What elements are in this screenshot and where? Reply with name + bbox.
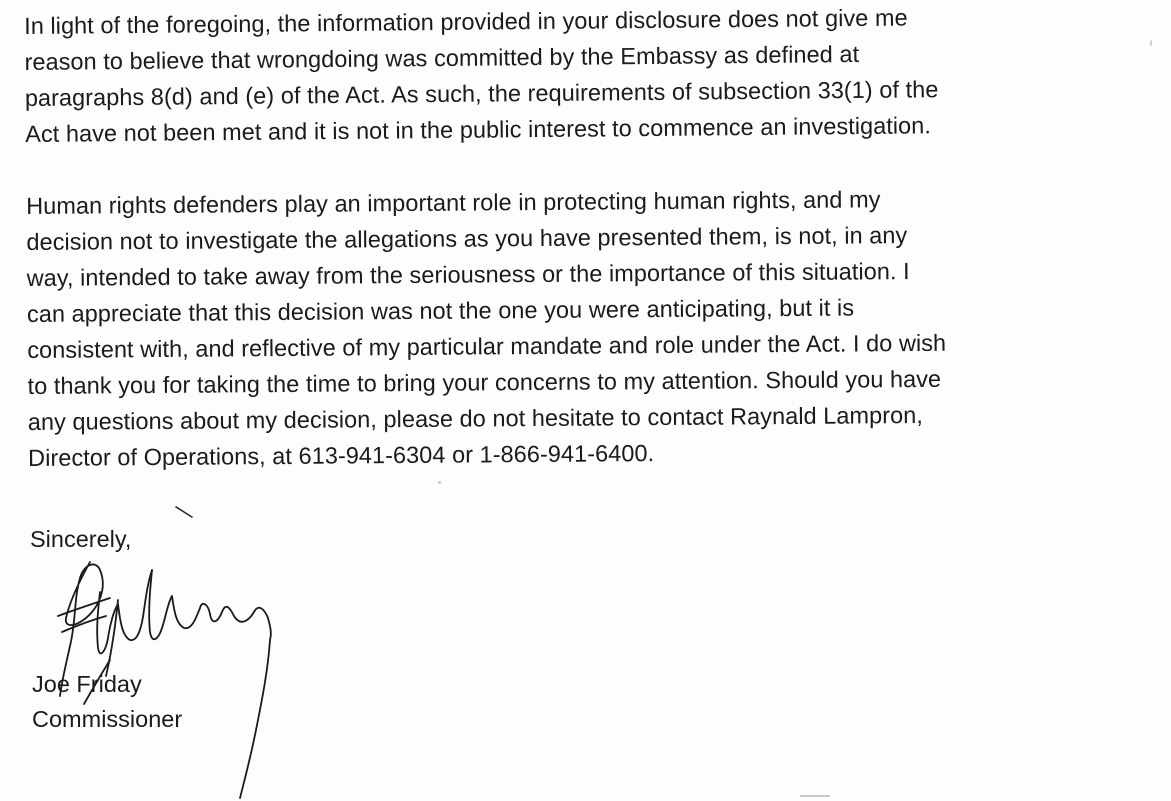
scan-speck bbox=[438, 481, 441, 484]
signer-name: Joe Friday bbox=[32, 671, 142, 697]
paragraph-line: Human rights defenders play an important role in protecting human rights, and my bbox=[26, 186, 881, 219]
paragraph-line: Director of Operations, at 613-941-6304 or 1-866-941-6400. bbox=[28, 440, 655, 471]
paragraph-line: way, intended to take away from the seriousness or the importance of this situation. I bbox=[26, 258, 910, 291]
paragraph-decision bbox=[26, 179, 1118, 476]
paragraph-line: can appreciate that this decision was not the one you were anticipating, but it is bbox=[26, 294, 855, 327]
signer-title: Commissioner bbox=[32, 706, 183, 732]
paragraph-line: In light of the foregoing, the information provided in your disclosure does not give me bbox=[24, 4, 908, 39]
paragraph-line: paragraphs 8(d) and (e) of the Act. As such, the requirements of subsection 33(1) of the bbox=[24, 76, 939, 111]
closing-salutation: Sincerely, bbox=[30, 526, 132, 552]
paragraph-line: consistent with, and reflective of my particular mandate and role under the Act. I do wish bbox=[27, 329, 947, 363]
paragraph-line: decision not to investigate the allegations as you have presented them, is not, in any bbox=[26, 222, 908, 255]
scan-speck bbox=[1150, 40, 1152, 46]
scan-speck bbox=[800, 795, 830, 797]
paragraph-conclusion bbox=[24, 0, 1115, 152]
paragraph-line: any questions about my decision, please do not hesitate to contact Raynald Lampron, bbox=[27, 401, 924, 435]
paragraph-line: to thank you for taking the time to bring your concerns to my attention. Should you have bbox=[27, 365, 942, 399]
paragraph-line: Act have not been met and it is not in the public interest to commence an investigation. bbox=[25, 112, 932, 147]
paragraph-line: reason to believe that wrongdoing was committed by the Embassy as defined at bbox=[24, 40, 860, 75]
handwritten-signature bbox=[40, 500, 300, 800]
